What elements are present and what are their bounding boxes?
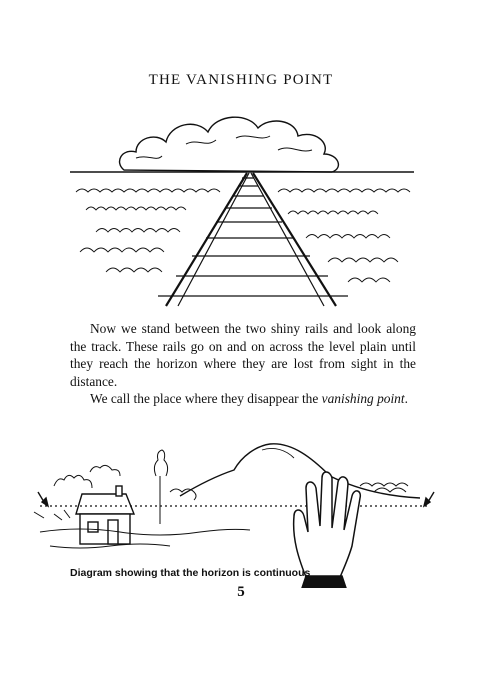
page-title: THE VANISHING POINT <box>148 72 334 88</box>
ground-lines <box>34 510 250 548</box>
railroad-rails <box>166 173 336 306</box>
house-icon <box>76 486 134 544</box>
paragraph <box>70 390 416 408</box>
body-text <box>70 320 416 408</box>
shrubs <box>76 189 410 282</box>
hill-icon <box>180 444 420 498</box>
paragraph-end: . <box>404 391 408 407</box>
railroad-track-illustration <box>66 92 418 310</box>
vanishing-point-term: vanishing point <box>321 391 405 407</box>
paragraph: Now we stand between the two shiny rails and look along the track. These rails go on and on across the level plain until they reach the horizon where they are lost from sight in the distance. <box>70 321 416 389</box>
cloud-icon <box>120 117 339 172</box>
page-number: 5 <box>237 584 245 600</box>
paragraph-start: We call the place where they disappear the <box>90 391 322 407</box>
horizon-diagram-illustration <box>30 436 442 588</box>
figure-caption: Diagram showing that the horizon is continuous <box>70 567 311 579</box>
